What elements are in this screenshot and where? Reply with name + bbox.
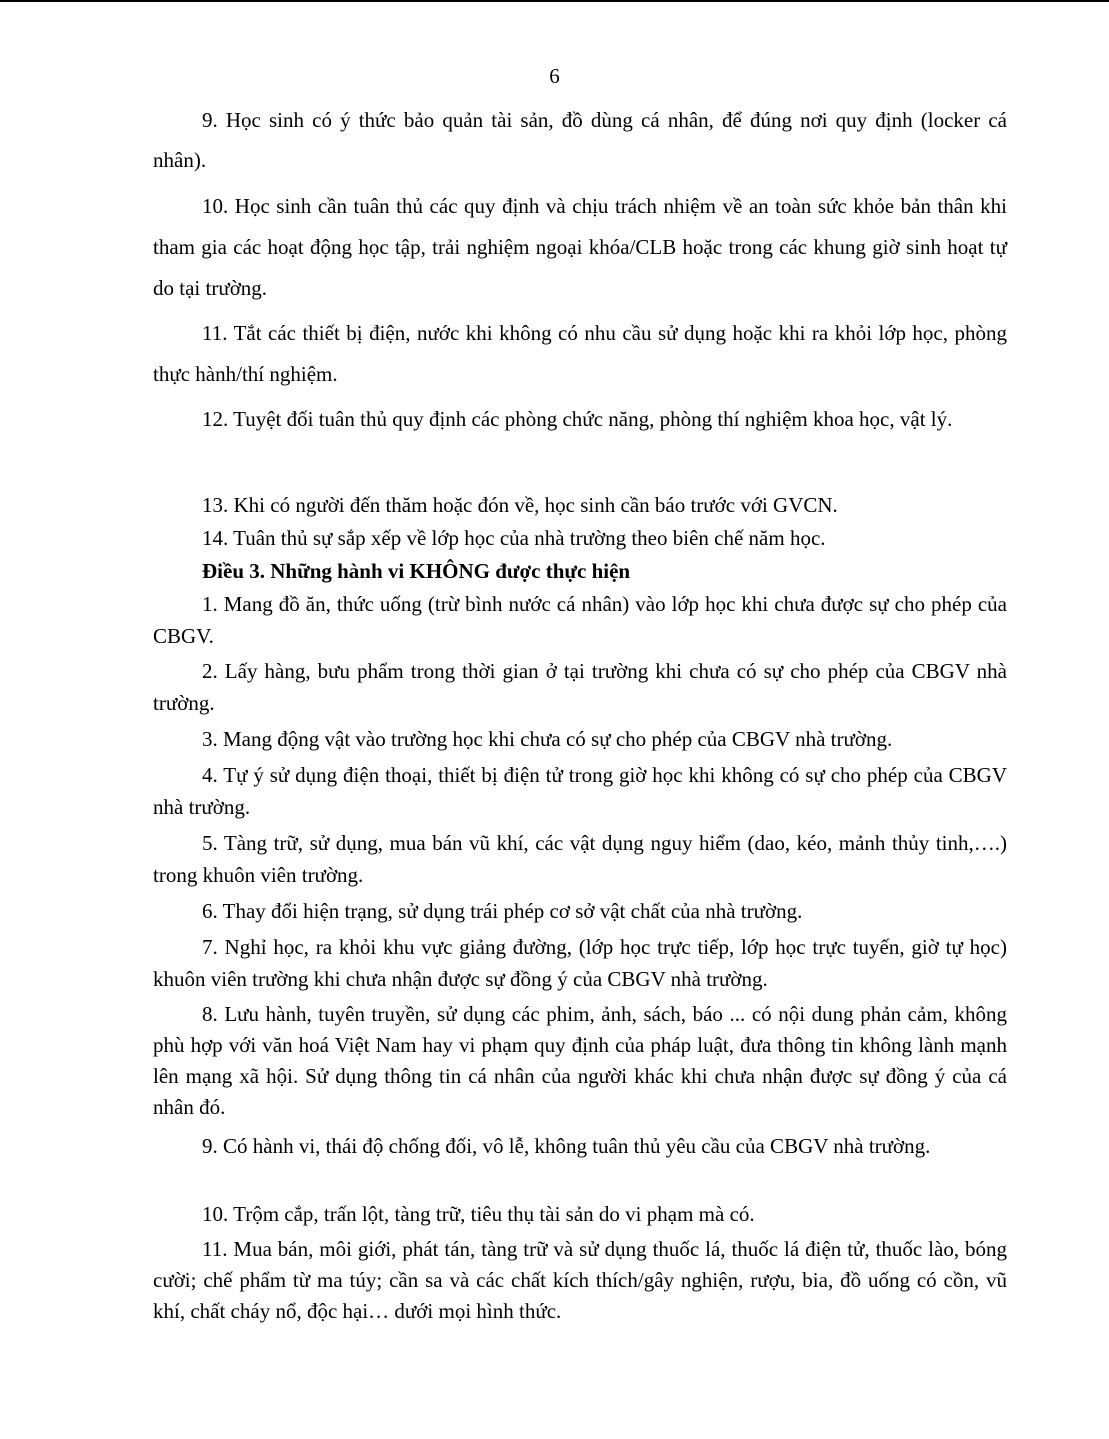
prohibited-item-9: 9. Có hành vi, thái độ chống đối, vô lễ, không tuân thủ yêu cầu của CBGV nhà trường.: [202, 1134, 931, 1158]
prohibited-item-11: 11. Mua bán, môi giới, phát tán, tàng trữ và sử dụng thuốc lá, thuốc lá điện tử, thuốc lào, bóng cười; chế phẩm từ ma túy; cần sa và các chất kích thích/gây nghiện, rượu, bia, đồ uống có cồn, vũ khí, chất cháy nổ, độc hại… dưới mọi hình thức.: [153, 1237, 1007, 1323]
rule-item-13: 13. Khi có người đến thăm hoặc đón về, học sinh cần báo trước với GVCN.: [202, 493, 838, 517]
top-border-line: [0, 0, 1109, 2]
prohibited-item-4: 4. Tự ý sử dụng điện thoại, thiết bị điện tử trong giờ học khi không có sự cho phép của CBGV nhà trường.: [153, 763, 1007, 819]
rule-item-11: 11. Tắt các thiết bị điện, nước khi không có nhu cầu sử dụng hoặc khi ra khỏi lớp học, phòng thực hành/thí nghiệm.: [153, 321, 1007, 386]
prohibited-item-10: 10. Trộm cắp, trấn lột, tàng trữ, tiêu thụ tài sản do vi phạm mà có.: [202, 1202, 755, 1226]
prohibited-item-5: 5. Tàng trữ, sử dụng, mua bán vũ khí, các vật dụng nguy hiểm (dao, kéo, mảnh thủy tinh,….) trong khuôn viên trường.: [153, 831, 1007, 887]
rule-item-12: 12. Tuyệt đối tuân thủ quy định các phòng chức năng, phòng thí nghiệm khoa học, vật lý.: [202, 407, 953, 431]
prohibited-item-8: 8. Lưu hành, tuyên truyền, sử dụng các phim, ảnh, sách, báo ... có nội dung phản cảm, không phù hợp với văn hoá Việt Nam hay vi phạm quy định của pháp luật, đưa thông tin không lành mạnh lên mạng xã hội. Sử dụng thông tin cá nhân của người khác khi chưa nhận được sự đồng ý của cá nhân đó.: [153, 1002, 1007, 1119]
page-number: 6: [549, 64, 560, 88]
rule-item-14: 14. Tuân thủ sự sắp xếp về lớp học của nhà trường theo biên chế năm học.: [202, 526, 826, 550]
rule-item-9: 9. Học sinh có ý thức bảo quản tài sản, đồ dùng cá nhân, để đúng nơi quy định (locker cá nhân).: [153, 108, 1007, 172]
prohibited-item-1: 1. Mang đồ ăn, thức uống (trừ bình nước cá nhân) vào lớp học khi chưa được sự cho phép của CBGV.: [153, 592, 1007, 648]
rule-item-10: 10. Học sinh cần tuân thủ các quy định và chịu trách nhiệm về an toàn sức khỏe bản thân khi tham gia các hoạt động học tập, trải nghiệm ngoại khóa/CLB hoặc trong các khung giờ sinh hoạt tự do tại trường.: [153, 194, 1007, 300]
article-3-heading: Điều 3. Những hành vi KHÔNG được thực hiện: [202, 559, 631, 583]
prohibited-item-3: 3. Mang động vật vào trường học khi chưa có sự cho phép của CBGV nhà trường.: [202, 727, 893, 751]
prohibited-item-6: 6. Thay đổi hiện trạng, sử dụng trái phép cơ sở vật chất của nhà trường.: [202, 899, 803, 923]
prohibited-item-7: 7. Nghỉ học, ra khỏi khu vực giảng đường, (lớp học trực tiếp, lớp học trực tuyến, giờ tự học) khuôn viên trường khi chưa nhận được sự đồng ý của CBGV nhà trường.: [153, 935, 1007, 991]
prohibited-item-2: 2. Lấy hàng, bưu phẩm trong thời gian ở tại trường khi chưa có sự cho phép của CBGV nhà trường.: [153, 659, 1007, 715]
